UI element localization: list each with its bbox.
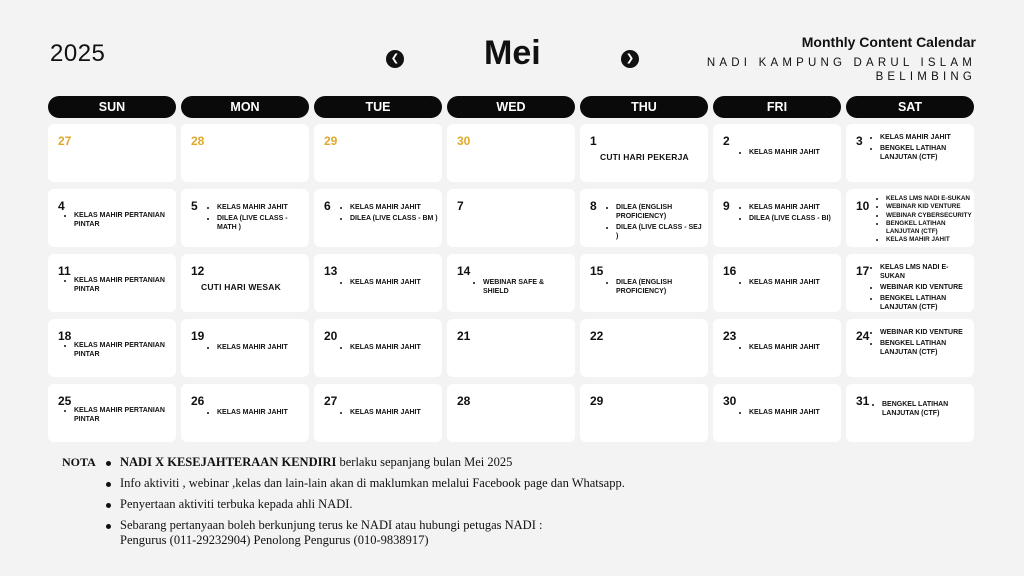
calendar-day-cell[interactable]: [580, 189, 708, 247]
event-item: • BENGKEL LATIHAN LANJUTAN (CTF): [880, 144, 970, 162]
calendar-day-cell[interactable]: [713, 254, 841, 312]
event-item: • WEBINAR CYBERSECURITY: [886, 212, 974, 219]
note-text: Info aktiviti , webinar ,kelas dan lain-lain akan di maklumkan melalui Facebook page dan Whatsapp.: [120, 476, 625, 490]
calendar-day-cell[interactable]: [713, 384, 841, 442]
event-item: • KELAS MAHIR PERTANIAN PINTAR: [74, 211, 170, 229]
calendar-day-cell[interactable]: [713, 124, 841, 182]
calendar-day-cell[interactable]: [580, 254, 708, 312]
event-item: • DILEA (ENGLISH PROFICIENCY): [616, 278, 704, 296]
calendar-day-cell[interactable]: [846, 254, 974, 312]
event-item: • DILEA (LIVE CLASS - MATH ): [217, 214, 305, 232]
event-list: [749, 408, 837, 419]
event-item: • WEBINAR KID VENTURE: [880, 328, 970, 337]
calendar-title-block: [696, 34, 976, 84]
day-number: 24: [856, 329, 870, 343]
calendar-day-cell[interactable]: [580, 124, 708, 182]
event-list: [749, 343, 837, 354]
note-text: Sebarang pertanyaan boleh berkunjung terus ke NADI atau hubungi petugas NADI :: [120, 518, 543, 532]
event-list: [886, 195, 974, 244]
year-label: 2025: [50, 40, 106, 67]
day-number: 31: [856, 394, 870, 408]
calendar-day-cell[interactable]: [447, 384, 575, 442]
note-item: [106, 497, 746, 512]
event-item: • BENGKEL LATIHAN LANJUTAN (CTF): [880, 294, 970, 312]
day-number: 29: [590, 394, 604, 408]
event-item: • WEBINAR KID VENTURE: [880, 283, 970, 292]
day-number: 6: [324, 199, 331, 213]
day-number: 28: [191, 134, 205, 148]
calendar-day-cell[interactable]: [181, 189, 309, 247]
day-number: 10: [856, 199, 870, 213]
calendar-day-cell[interactable]: [580, 319, 708, 377]
event-list: [749, 148, 837, 159]
event-item: • BENGKEL LATIHAN LANJUTAN (CTF): [880, 339, 970, 357]
event-list: [217, 343, 305, 354]
event-list: [350, 343, 438, 354]
calendar-day-cell[interactable]: [181, 254, 309, 312]
calendar-day-cell[interactable]: [48, 319, 176, 377]
month-title: Mei: [484, 34, 541, 72]
event-item: • KELAS MAHIR JAHIT: [350, 408, 438, 417]
weekday-header-tue: TUE: [314, 96, 442, 118]
day-number: 21: [457, 329, 471, 343]
event-list: [882, 400, 970, 420]
day-number: 26: [191, 394, 205, 408]
day-number: 27: [58, 134, 72, 148]
day-number: 8: [590, 199, 597, 213]
event-item: • KELAS MAHIR JAHIT: [217, 343, 305, 352]
day-number: 29: [324, 134, 338, 148]
calendar-day-cell[interactable]: [48, 384, 176, 442]
day-number: 28: [457, 394, 471, 408]
day-number: 7: [457, 199, 464, 213]
day-number: 12: [191, 264, 205, 278]
calendar-day-cell[interactable]: [181, 319, 309, 377]
day-number: 30: [457, 134, 471, 148]
day-number: 3: [856, 134, 863, 148]
event-list: [749, 203, 837, 225]
event-list: [217, 408, 305, 419]
calendar-day-cell[interactable]: [846, 384, 974, 442]
event-list: [880, 263, 970, 312]
note-text: Penyertaan aktiviti terbuka kepada ahli NADI.: [120, 497, 353, 511]
day-number: 23: [723, 329, 737, 343]
day-number: 2: [723, 134, 730, 148]
calendar-day-cell[interactable]: [447, 254, 575, 312]
event-list: [74, 211, 170, 231]
note-item: [106, 455, 746, 470]
event-item: • KELAS MAHIR JAHIT: [749, 278, 837, 287]
calendar-day-cell[interactable]: [713, 319, 841, 377]
calendar-subtitle: NADI KAMPUNG DARUL ISLAM BELIMBING: [706, 57, 976, 83]
event-item: • KELAS LMS NADI E-SUKAN: [880, 263, 970, 281]
event-list: [616, 203, 704, 243]
day-number: 20: [324, 329, 338, 343]
event-item: • BENGKEL LATIHAN LANJUTAN (CTF): [882, 400, 970, 418]
chevron-right-icon[interactable]: ❯: [621, 50, 639, 68]
event-item: • DILEA (ENGLISH PROFICIENCY): [616, 203, 704, 221]
day-number: 14: [457, 264, 471, 278]
weekday-header-sat: SAT: [846, 96, 974, 118]
note-item: [106, 518, 746, 548]
day-number: 13: [324, 264, 338, 278]
holiday-label: CUTI HARI WESAK: [201, 282, 281, 292]
calendar-day-cell[interactable]: [314, 319, 442, 377]
day-number: 15: [590, 264, 604, 278]
event-item: • KELAS MAHIR JAHIT: [749, 203, 837, 212]
event-list: [483, 278, 571, 298]
event-item: • KELAS MAHIR JAHIT: [749, 408, 837, 417]
weekday-header-thu: THU: [580, 96, 708, 118]
event-item: • KELAS LMS NADI E-SUKAN: [886, 195, 974, 202]
event-list: [880, 133, 970, 164]
day-number: 25: [58, 394, 72, 408]
calendar-day-cell[interactable]: [314, 124, 442, 182]
chevron-left-icon[interactable]: ❮: [386, 50, 404, 68]
day-number: 19: [191, 329, 205, 343]
calendar-day-cell[interactable]: [713, 189, 841, 247]
note-text: berlaku sepanjang bulan Mei 2025: [336, 455, 513, 469]
weekday-header-sun: SUN: [48, 96, 176, 118]
day-number: 18: [58, 329, 72, 343]
day-number: 11: [58, 264, 71, 278]
event-item: • WEBINAR KID VENTURE: [886, 203, 974, 210]
event-item: • KELAS MAHIR PERTANIAN PINTAR: [74, 276, 170, 294]
day-number: 5: [191, 199, 198, 213]
event-list: [74, 341, 170, 361]
calendar-day-cell[interactable]: [314, 254, 442, 312]
calendar-day-cell[interactable]: [314, 384, 442, 442]
day-number: 17: [856, 264, 870, 278]
event-item: • KELAS MAHIR JAHIT: [749, 148, 837, 157]
day-number: 1: [590, 134, 597, 148]
event-item: • KELAS MAHIR JAHIT: [350, 203, 438, 212]
notes-list: [106, 455, 746, 554]
event-item: • KELAS MAHIR JAHIT: [217, 408, 305, 417]
event-item: • KELAS MAHIR JAHIT: [350, 343, 438, 352]
calendar-day-cell[interactable]: [181, 384, 309, 442]
calendar-day-cell[interactable]: [846, 319, 974, 377]
day-number: 16: [723, 264, 737, 278]
note-item: [106, 476, 746, 491]
note-contact-line: Pengurus (011-29232904) Penolong Pengurus (010-9838917): [120, 533, 429, 547]
calendar-day-cell[interactable]: [846, 189, 974, 247]
event-list: [616, 278, 704, 298]
event-item: • DILEA (LIVE CLASS - BI): [749, 214, 837, 223]
event-list: [350, 408, 438, 419]
weekday-header-fri: FRI: [713, 96, 841, 118]
event-list: [74, 276, 170, 296]
notes-label: NOTA: [62, 455, 96, 469]
event-list: [350, 203, 438, 225]
calendar-day-cell[interactable]: [48, 124, 176, 182]
event-item: • KELAS MAHIR JAHIT: [350, 278, 438, 287]
day-number: 4: [58, 199, 65, 213]
event-item: • KELAS MAHIR PERTANIAN PINTAR: [74, 406, 170, 424]
event-item: • DILEA (LIVE CLASS - BM ): [350, 214, 438, 223]
note-bold-text: NADI X KESEJAHTERAAN KENDIRI: [120, 455, 337, 469]
calendar-day-cell[interactable]: [447, 319, 575, 377]
event-item: • BENGKEL LATIHAN LANJUTAN (CTF): [886, 220, 974, 235]
event-list: [217, 203, 305, 234]
event-item: • KELAS MAHIR PERTANIAN PINTAR: [74, 341, 170, 359]
calendar-day-cell[interactable]: [48, 189, 176, 247]
weekday-header-mon: MON: [181, 96, 309, 118]
calendar-day-cell[interactable]: [181, 124, 309, 182]
calendar-day-cell[interactable]: [314, 189, 442, 247]
calendar-day-cell[interactable]: [846, 124, 974, 182]
calendar-title: Monthly Content Calendar: [801, 34, 976, 50]
calendar-day-cell[interactable]: [447, 124, 575, 182]
calendar-day-cell[interactable]: [447, 189, 575, 247]
event-list: [350, 278, 438, 289]
event-item: • KELAS MAHIR JAHIT: [880, 133, 970, 142]
weekday-header-wed: WED: [447, 96, 575, 118]
event-list: [74, 406, 170, 426]
event-item: • KELAS MAHIR JAHIT: [749, 343, 837, 352]
day-number: 9: [723, 199, 730, 213]
event-item: • KELAS MAHIR JAHIT: [217, 203, 305, 212]
holiday-label: CUTI HARI PEKERJA: [600, 152, 689, 162]
calendar-day-cell[interactable]: [580, 384, 708, 442]
day-number: 30: [723, 394, 737, 408]
event-list: [749, 278, 837, 289]
calendar-day-cell[interactable]: [48, 254, 176, 312]
event-item: • KELAS MAHIR JAHIT: [886, 236, 974, 243]
day-number: 22: [590, 329, 604, 343]
day-number: 27: [324, 394, 338, 408]
event-item: • WEBINAR SAFE & SHIELD: [483, 278, 571, 296]
event-list: [880, 328, 970, 359]
event-item: • DILEA (LIVE CLASS - SEJ ): [616, 223, 704, 241]
